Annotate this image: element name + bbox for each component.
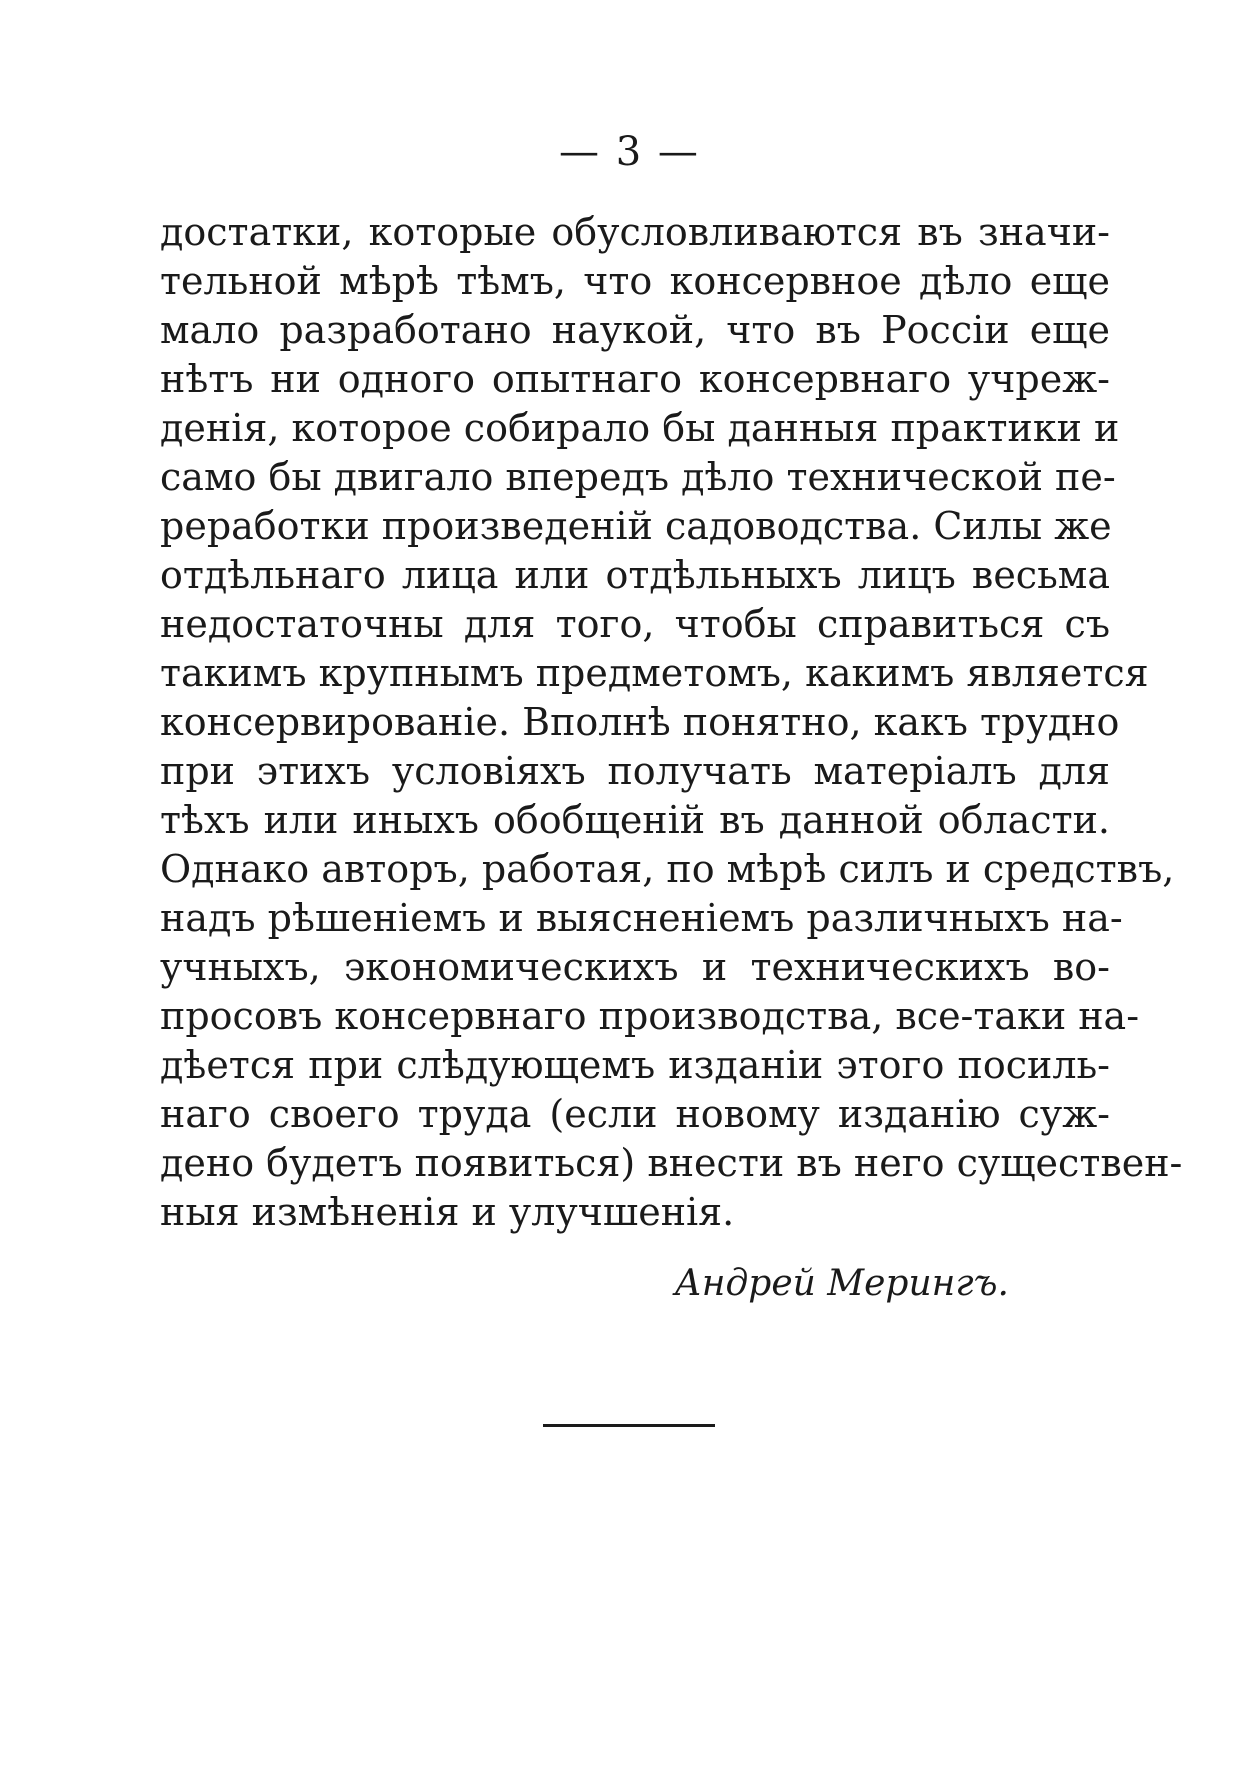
text-line: мало разработано наукой, что въ Россiи еще <box>160 308 1110 352</box>
text-line: нѣтъ ни одного опытнаго консервнаго учреж- <box>160 357 1110 401</box>
text-line-last: ныя измѣненiя и улучшенiя. <box>160 1190 735 1234</box>
text-line: реработки произведенiй садоводства. Силы же <box>160 504 1112 548</box>
text-line: такимъ крупнымъ предметомъ, какимъ является <box>160 651 1149 695</box>
text-line: учныхъ, экономическихъ и техническихъ во- <box>160 945 1110 989</box>
text-line: консервированiе. Вполнѣ понятно, какъ трудно <box>160 700 1120 744</box>
text-line: денiя, которое собирало бы данныя практики и <box>160 406 1120 450</box>
text-line: Однако авторъ, работая, по мѣрѣ силъ и средствъ, <box>160 847 1175 891</box>
text-line: дѣется при слѣдующемъ изданiи этого посиль- <box>160 1043 1110 1087</box>
text-line: дено будетъ появиться) внести въ него существен- <box>160 1141 1183 1185</box>
author-signature: Андрей Мерингъ. <box>674 1263 1009 1304</box>
text-line: тельной мѣрѣ тѣмъ, что консервное дѣло еще <box>160 259 1110 303</box>
text-line: достатки, которые обусловливаются въ значи- <box>160 210 1110 254</box>
text-line: отдѣльнаго лица или отдѣльныхъ лицъ весьма <box>160 553 1110 597</box>
body-paragraph <box>160 208 1183 1237</box>
section-divider <box>543 1424 715 1427</box>
text-line: при этихъ условiяхъ получать матерiалъ для <box>160 749 1110 793</box>
text-line: надъ рѣшенiемъ и выясненiемъ различныхъ на- <box>160 896 1123 940</box>
text-line: само бы двигало впередъ дѣло технической пе- <box>160 455 1116 499</box>
page-number: — 3 — <box>559 129 700 175</box>
text-line: недостаточны для того, чтобы справиться съ <box>160 602 1110 646</box>
text-line: тѣхъ или иныхъ обобщенiй въ данной области. <box>160 798 1110 842</box>
text-line: наго своего труда (если новому изданiю суж- <box>160 1092 1110 1136</box>
text-line: просовъ консервнаго производства, все-таки на- <box>160 994 1140 1038</box>
